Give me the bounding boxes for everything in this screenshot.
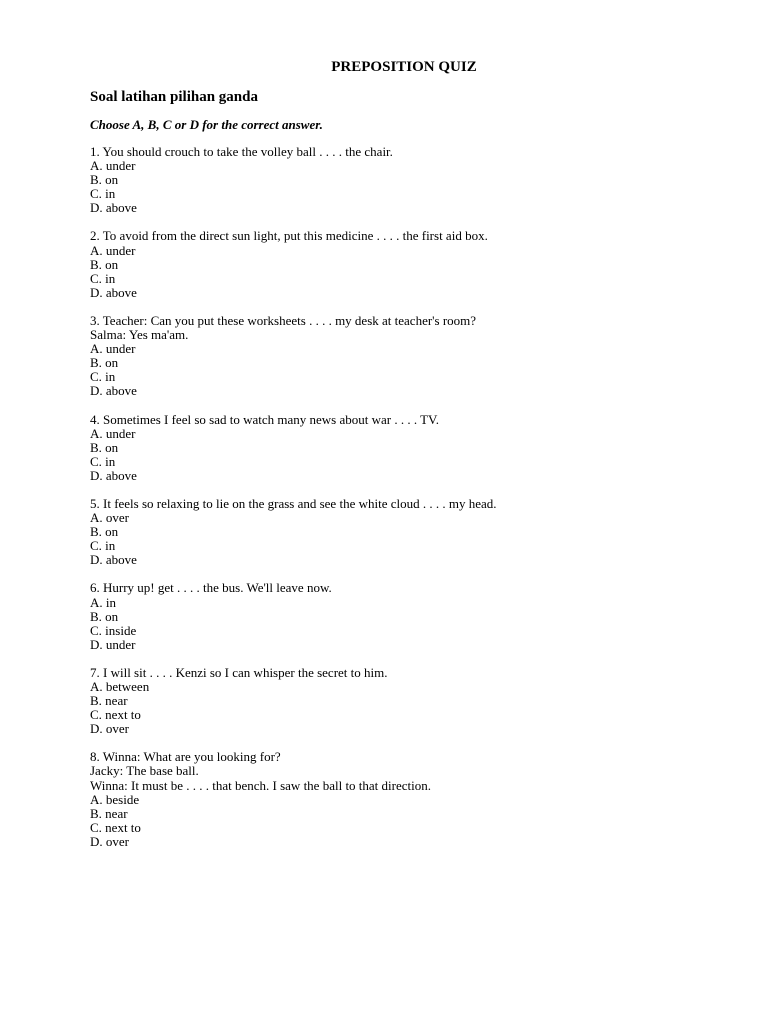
question-stem: 8. Winna: What are you looking for? [90,749,281,765]
answer-option: D. under [90,636,136,652]
answer-option: B. on [90,256,119,272]
answer-option: C. in [90,538,116,554]
answer-option: A. beside [90,791,140,807]
answer-option: D. above [90,284,137,300]
question-5 [90,497,710,567]
answer-option: D. over [90,833,129,849]
question-stem: 1. You should crouch to take the volley ball . . . . the chair. [90,144,393,159]
answer-option: A. between [90,679,150,694]
page-subtitle: Soal latihan pilihan ganda [90,89,258,105]
answer-option: C. in [90,369,116,385]
answer-option: D. above [90,200,137,216]
question-8 [90,750,710,849]
question-7 [90,666,710,736]
answer-option: B. on [90,524,119,540]
question-stem: 3. Teacher: Can you put these worksheets . . . . my desk at teacher's room? [90,312,477,328]
answer-option: A. under [90,158,136,174]
answer-option: A. under [90,425,136,441]
question-stem: 4. Sometimes I feel so sad to watch many news about war . . . . TV. [90,411,440,427]
page-title: PREPOSITION QUIZ [331,59,477,75]
answer-option: C. in [90,186,116,202]
document-page [90,57,710,863]
question-3 [90,314,710,399]
question-list [90,145,710,849]
question-2 [90,229,710,299]
question-1 [90,145,710,215]
answer-option: A. under [90,341,136,357]
question-dialogue-line: Salma: Yes ma'am. [90,327,189,343]
answer-option: B. near [90,693,128,709]
answer-option: B. on [90,608,119,624]
answer-option: B. on [90,439,119,455]
answer-option: A. over [90,510,129,526]
answer-option: A. in [90,594,116,610]
answer-option: C. in [90,453,116,469]
answer-option: C. in [90,270,116,286]
answer-option: D. over [90,721,129,737]
answer-option: C. next to [90,819,141,835]
question-6 [90,581,710,651]
answer-option: B. near [90,805,128,821]
question-dialogue-line: Jacky: The base ball. [90,763,199,779]
answer-option: A. under [90,242,136,258]
question-stem: 2. To avoid from the direct sun light, put this medicine . . . . the first aid box. [90,228,488,244]
answer-option: C. inside [90,622,137,638]
question-4 [90,413,710,483]
question-stem: 5. It feels so relaxing to lie on the grass and see the white cloud . . . . my head. [90,495,497,511]
answer-option: D. above [90,383,137,399]
instruction-text: Choose A, B, C or D for the correct answer. [90,117,323,132]
answer-option: B. on [90,172,119,188]
answer-option: D. above [90,467,137,483]
answer-option: C. next to [90,707,141,723]
answer-option: D. above [90,552,137,568]
question-dialogue-line: Winna: It must be . . . . that bench. I saw the ball to that direction. [90,777,432,793]
answer-option: B. on [90,355,119,371]
question-stem: 7. I will sit . . . . Kenzi so I can whisper the secret to him. [90,664,388,680]
question-stem: 6. Hurry up! get . . . . the bus. We'll leave now. [90,580,332,596]
